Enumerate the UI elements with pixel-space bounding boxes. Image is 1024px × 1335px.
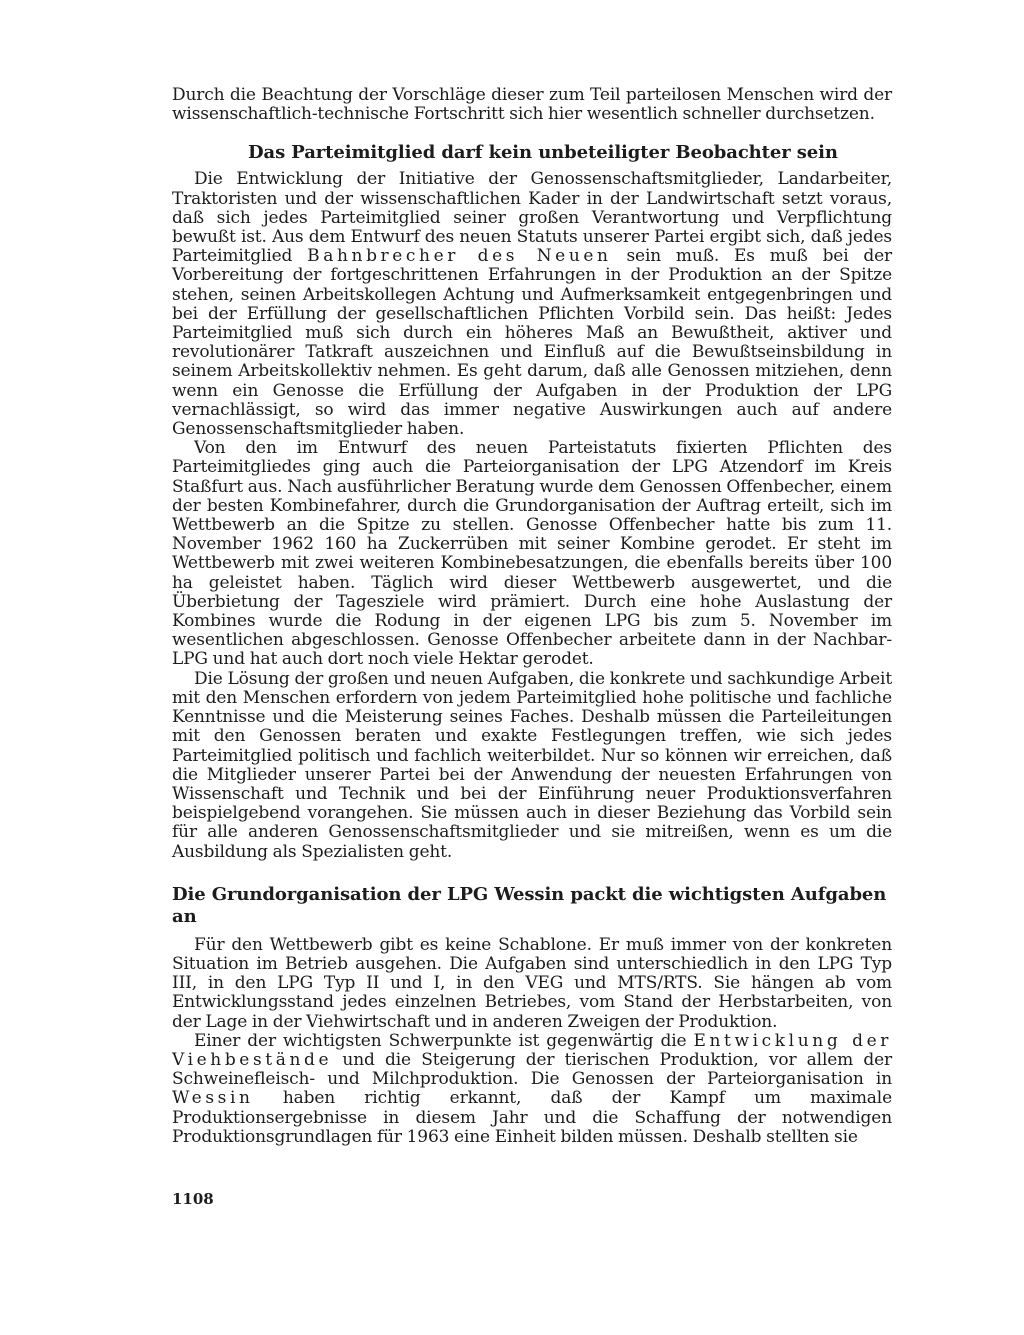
paragraph-4: Für den Wettbewerb gibt es keine Schablone. Er muß immer von der konkreten Situation im Betrieb ausgehen. Die Aufgaben sind unterschiedlich in den LPG Typ III, in den LPG Typ II und I, in den VEG und MTS/RTS. Sie hängen ab vom Entwicklungsstand jedes einzelnen Betriebes, vom Stand der Herbstarbeiten, von der Lage in der Viehwirtschaft und in anderen Zweigen der Produktion. (172, 934, 892, 1032)
paragraph-1-text-a: Die Entwicklung der Initiative der Genossenschaftsmitglieder, Landarbeiter, Traktoristen und der wissenschaftlichen Kader in der Landwirtschaft setzt voraus, daß sich jedes Parteimitglied seiner großen Verantwortung und Verpflichtung bewußt ist. Aus dem Entwurf des neuen Statuts unserer Partei ergibt sich, daß jedes Parteimitglied (172, 169, 892, 267)
page-number: 1108 (172, 1190, 214, 1208)
intro-paragraph: Durch die Beachtung der Vorschläge dieser zum Teil parteilosen Menschen wird der wissenschaftlich-technische Fortschritt sich hier wesentlich schneller durchsetzen. (172, 85, 892, 125)
paragraph-5 (172, 1032, 892, 1147)
paragraph-1-text-b: sein muß. Es muß bei der Vorbereitung der fortgeschrittenen Erfahrungen in der Produktion an der Spitze stehen, seinen Arbeitskollegen Achtung und Aufmerksamkeit entgegenbringen und bei der Erfüllung der gesellschaftlichen Pflichten Vorbild sein. Das heißt: Jedes Parteimitglied muß sich durch ein höheres Maß an Bewußtheit, aktiver und revolutionärer Tatkraft auszeichnen und Einfluß auf die Bewußtseinsbildung in seinem Arbeitskollektiv nehmen. Es geht darum, daß alle Genossen mitziehen, denn wenn ein Genosse die Erfüllung der Aufgaben in der Produktion der LPG vernachlässigt, so wird das immer negative Auswirkungen auch auf andere Genossenschaftsmitglieder haben. (172, 246, 892, 440)
paragraph-5-text-c: haben richtig erkannt, daß der Kampf um maximale Produktionsergebnisse in diesem Jahr und die Schaffung der notwendigen Produktionsgrundlagen für 1963 eine Einheit bilden müssen. Deshalb stellten sie (172, 1088, 892, 1147)
emphasis-bahnbrecher: Bahnbrecher des Neuen (307, 246, 612, 267)
paragraph-1 (172, 170, 892, 439)
paragraph-2: Von den im Entwurf des neuen Parteistatuts fixierten Pflichten des Parteimitgliedes ging auch die Parteiorganisation der LPG Atzendorf im Kreis Staßfurt aus. Nach ausführlicher Beratung wurde dem Genossen Offenbecher, einem der besten Kombinefahrer, durch die Grundorganisation der Auftrag erteilt, sich im Wettbewerb an die Spitze zu stellen. Genosse Offenbecher hatte bis zum 11. November 1962 160 ha Zuckerrüben mit seiner Kombine gerodet. Er steht im Wettbewerb mit zwei weiteren Kombinebesatzungen, die ebenfalls bereits über 100 ha geleistet haben. Täglich wird dieser Wettbewerb ausgewertet, und die Überbietung der Tagesziele wird prämiert. Durch eine hohe Auslastung der Kombines wurde die Rodung in der eigenen LPG bis zum 5. November im wesentlichen abgeschlossen. Genosse Offenbecher arbeitete dann in der Nachbar-LPG und hat auch dort noch viele Hektar gerodet. (172, 438, 892, 670)
section-heading-wessin: Die Grundorganisation der LPG Wessin packt die wichtigsten Aufgaben an (172, 883, 887, 927)
paragraph-5-text-a: Einer der wichtigsten Schwerpunkte ist gegenwärtig die (194, 1030, 694, 1051)
paragraph-5-text-b: und die Steigerung der tierischen Produktion, vor allem der Schweinefleisch- und Milchproduktion. Die Genossen der Parteiorganisation in (172, 1049, 892, 1090)
document-page (172, 86, 892, 1147)
section-heading-parteimitglied: Das Parteimitglied darf kein unbeteiligter Beobachter sein (248, 142, 838, 164)
paragraph-3: Die Lösung der großen und neuen Aufgaben, die konkrete und sachkundige Arbeit mit den Menschen erfordern von jedem Parteimitglied hohe politische und fachliche Kenntnisse und die Meisterung seines Faches. Deshalb müssen die Parteileitungen mit den Genossen beraten und exakte Festlegungen treffen, wie sich jedes Parteimitglied politisch und fachlich weiterbildet. Nur so können wir erreichen, daß die Mitglieder unserer Partei bei der Anwendung der neuesten Erfahrungen von Wissenschaft und Technik und bei der Einführung neuer Produktionsverfahren beispielgebend vorangehen. Sie müssen auch in dieser Beziehung das Vorbild sein für alle anderen Genossenschaftsmitglieder und sie mitreißen, wenn es um die Ausbildung als Spezialisten geht. (172, 668, 892, 862)
emphasis-wessin: Wessin (172, 1088, 254, 1109)
emphasis-entwicklung: Entwicklung der Viehbestände (172, 1030, 892, 1070)
